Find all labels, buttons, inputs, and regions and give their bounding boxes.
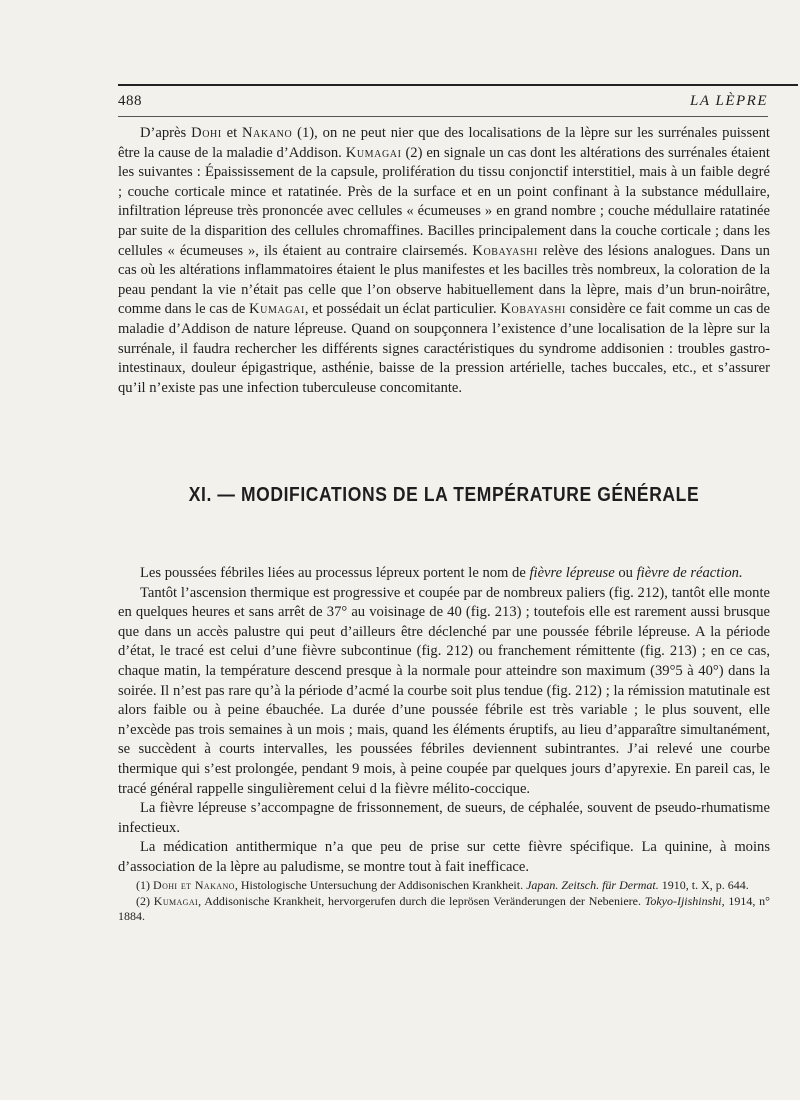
text-run: Les poussées fébriles liées au processus lépreux portent le nom de (140, 565, 530, 581)
text-run: considère ce fait comme un cas de maladie d’Addison de nature lépreuse. Quand on soupçonnera l’existence d’une localisation de la lèpre sur la surrénale, il faudra rechercher les différents signes caractéristiques du syndrome addisonien : troubles gastro-intestinaux, douleur épigastrique, asthénie, baisse de la pression artérielle, taches buccales, etc., et s’assurer qu’il n’existe pas une infection tuberculeuse concomitante. (118, 301, 770, 396)
footnote-ref: 1914, n° 1884. (118, 893, 770, 923)
text-run: et (221, 125, 243, 141)
author-name: Kumagai (345, 144, 402, 161)
section-heading: XI. — MODIFICATIONS DE LA TEMPÉRATURE GÉNÉRALE (188, 482, 700, 506)
section-body (118, 564, 770, 878)
author-name: Kobayashi (500, 301, 566, 318)
text-run: relève des lésions analogues. Dans un cas où les altérations inflammatoires étaient le plus manifestes et les bacilles très nombreux, la coloration de la peau pendant la vie n’était pas celle que l’on observe habituellement dans la lèpre, mais d’un brun-noirâtre, comme dans le cas de (118, 242, 770, 318)
footnote-text: , Histologische Untersuchung der Addisonischen Krankheit. (234, 878, 527, 892)
text-run: (2) en signale un cas dont les altérations des surrénales étaient les suivantes : Épaississement de la capsule, prolifération du tissu conjonctif interstitiel, mais à un faible degré ; couche corticale mince et ratatinée. Près de la surface et en un point confinant à la substance médullaire, infiltration lépreuse très prononcée avec cellules « écumeuses » en grand nombre ; couche médullaire ratatinée par suite de la disparition des cellules chromaffines. Bacilles principalement dans la couche corticale ; dans les cellules « écumeuses », ils étaient au contraire clairsemés. (118, 144, 770, 259)
author-name: Nakano (242, 125, 293, 141)
footnote-2 (118, 894, 770, 925)
italic-term: fièvre de réaction. (636, 565, 743, 581)
text-run: (1), on ne peut nier que des localisations de la lèpre sur les surrénales puissent être la cause de la maladie d’Addison. (118, 125, 770, 161)
footnote-author: Kumagai (153, 893, 199, 908)
page-header (118, 93, 768, 113)
author-name: Dohi (191, 125, 222, 141)
footnote-journal: Tokyo-Ijishinshi, (644, 893, 725, 908)
header-rule (118, 116, 768, 117)
footnote-number: (2) (136, 893, 154, 908)
text-run: , et possédait un éclat particulier. (304, 301, 501, 318)
footnotes (118, 878, 770, 925)
footnote-journal: Japan. Zeitsch. für Dermat. (526, 878, 659, 892)
running-title: LA LÈPRE (690, 93, 768, 109)
text-run: ou (614, 565, 637, 581)
author-name: Kobayashi (472, 242, 538, 259)
body-paragraph-3: La fièvre lépreuse s’accompagne de frissonnement, de sueurs, de céphalée, souvent de pseudo-rhumatisme infectieux. (118, 800, 770, 836)
body-paragraph-1 (118, 564, 770, 584)
italic-term: fièvre lépreuse (529, 565, 615, 581)
author-name: Kumagai (249, 301, 305, 318)
footnote-1 (118, 878, 770, 894)
footnote-author: Dohi et Nakano (153, 878, 235, 892)
intro-paragraph-block (118, 124, 770, 398)
body-paragraph-2: Tantôt l’ascension thermique est progressive et coupée par de nombreux paliers (fig. 212), tantôt elle monte en quelques heures et sans arrêt de 37° au voisinage de 40 (fig. 213) ; toutefois elle est rarement aussi brusque que dans un accès palustre qui peut d’ailleurs être déclenché par une poussée fébrile lépreuse. A la période d’état, le tracé est celui d’une fièvre subcontinue (fig. 212) ou franchement rémittente (fig. 213) ; en ce cas, chaque matin, la température descend presque à la normale pour atteindre son maximum (39°5 à 40°) dans la soirée. Il n’est pas rare qu’à la période d’acmé la courbe soit plus tendue (fig. 212) ; la rémission matutinale est alors faible ou à peine ébauchée. La durée d’une poussée fébrile est très variable ; le plus souvent, elle n’excède pas trois semaines à un mois ; mais, quand les éléments éruptifs, au lieu d’apparaître simultanément, se succèdent à courts intervalles, les poussées fébriles deviennent subintrantes. J’ai relevé une courbe thermique qui s’est prolongée, pendant 9 mois, à peine coupée par quelques jours d’apyrexie. En pareil cas, le tracé général rappelle singulièrement celui d la fièvre mélito-coccique. (118, 584, 770, 797)
body-paragraph-4: La médication antithermique n’a que peu de prise sur cette fièvre spécifique. La quinine, à moins d’association de la lèpre au paludisme, se montre tout à fait inefficace. (118, 839, 770, 875)
footnote-number: (1) (136, 878, 153, 892)
footnote-ref: 1910, t. X, p. 644. (658, 878, 749, 892)
text-run: D’après (140, 125, 192, 141)
top-rule (118, 84, 798, 86)
page-number: 488 (118, 93, 142, 109)
footnote-text: , Addisonische Krankheit, hervorgerufen durch die leprösen Veränderungen der Nebeniere. (198, 893, 645, 908)
intro-paragraph (118, 124, 770, 398)
